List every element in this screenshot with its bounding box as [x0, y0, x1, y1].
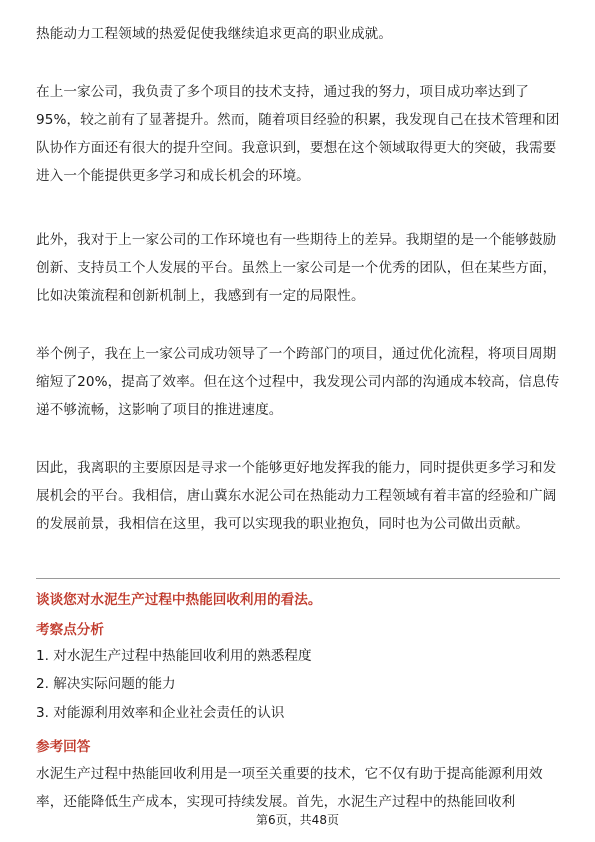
page-footer: 第6页，共48页 [256, 813, 339, 827]
analysis-title: 考察点分析 [36, 622, 104, 638]
answer-title: 参考回答 [36, 739, 91, 755]
paragraph-intro-end: 热能动力工程领域的热爱促使我继续追求更高的职业成就。 [36, 26, 393, 42]
answer-paragraph: 水泥生产过程中热能回收利用是一项至关重要的技术，它不仅有助于提高能源利用效率，还能降低生产成本，实现可持续发展。首先，水泥生产过程中的热能回收利 [36, 766, 543, 810]
section-divider [36, 578, 560, 579]
paragraph-previous-company: 在上一家公司，我负责了多个项目的技术支持，通过我的努力，项目成功率达到了95%，较之前有了显著提升。然而，随着项目经验的积累，我发现自己在技术管理和团队协作方面还有很大的提升空间。我意识到，要想在这个领域取得更大的突破，我需要进入一个能提供更多学习和成长机会的环境。 [36, 84, 560, 184]
analysis-item-1: 1. 对水泥生产过程中热能回收利用的熟悉程度 [36, 648, 312, 664]
analysis-item-2: 2. 解决实际问题的能力 [36, 676, 176, 692]
paragraph-example: 举个例子，我在上一家公司成功领导了一个跨部门的项目，通过优化流程，将项目周期缩短了20%，提高了效率。但在这个过程中，我发现公司内部的沟通成本较高，信息传递不够流畅，这影响了项目的推进速度。 [36, 346, 560, 418]
analysis-item-3: 3. 对能源利用效率和企业社会责任的认识 [36, 705, 285, 721]
paragraph-conclusion: 因此，我离职的主要原因是寻求一个能够更好地发挥我的能力，同时提供更多学习和发展机会的平台。我相信，唐山冀东水泥公司在热能动力工程领域有着丰富的经验和广阔的发展前景，我相信在这里，我可以实现我的职业抱负，同时也为公司做出贡献。 [36, 460, 557, 532]
paragraph-work-environment: 此外，我对于上一家公司的工作环境也有一些期待上的差异。我期望的是一个能够鼓励创新、支持员工个人发展的平台。虽然上一家公司是一个优秀的团队，但在某些方面，比如决策流程和创新机制上，我感到有一定的局限性。 [36, 232, 557, 304]
question-heading: 谈谈您对水泥生产过程中热能回收利用的看法。 [36, 592, 322, 608]
